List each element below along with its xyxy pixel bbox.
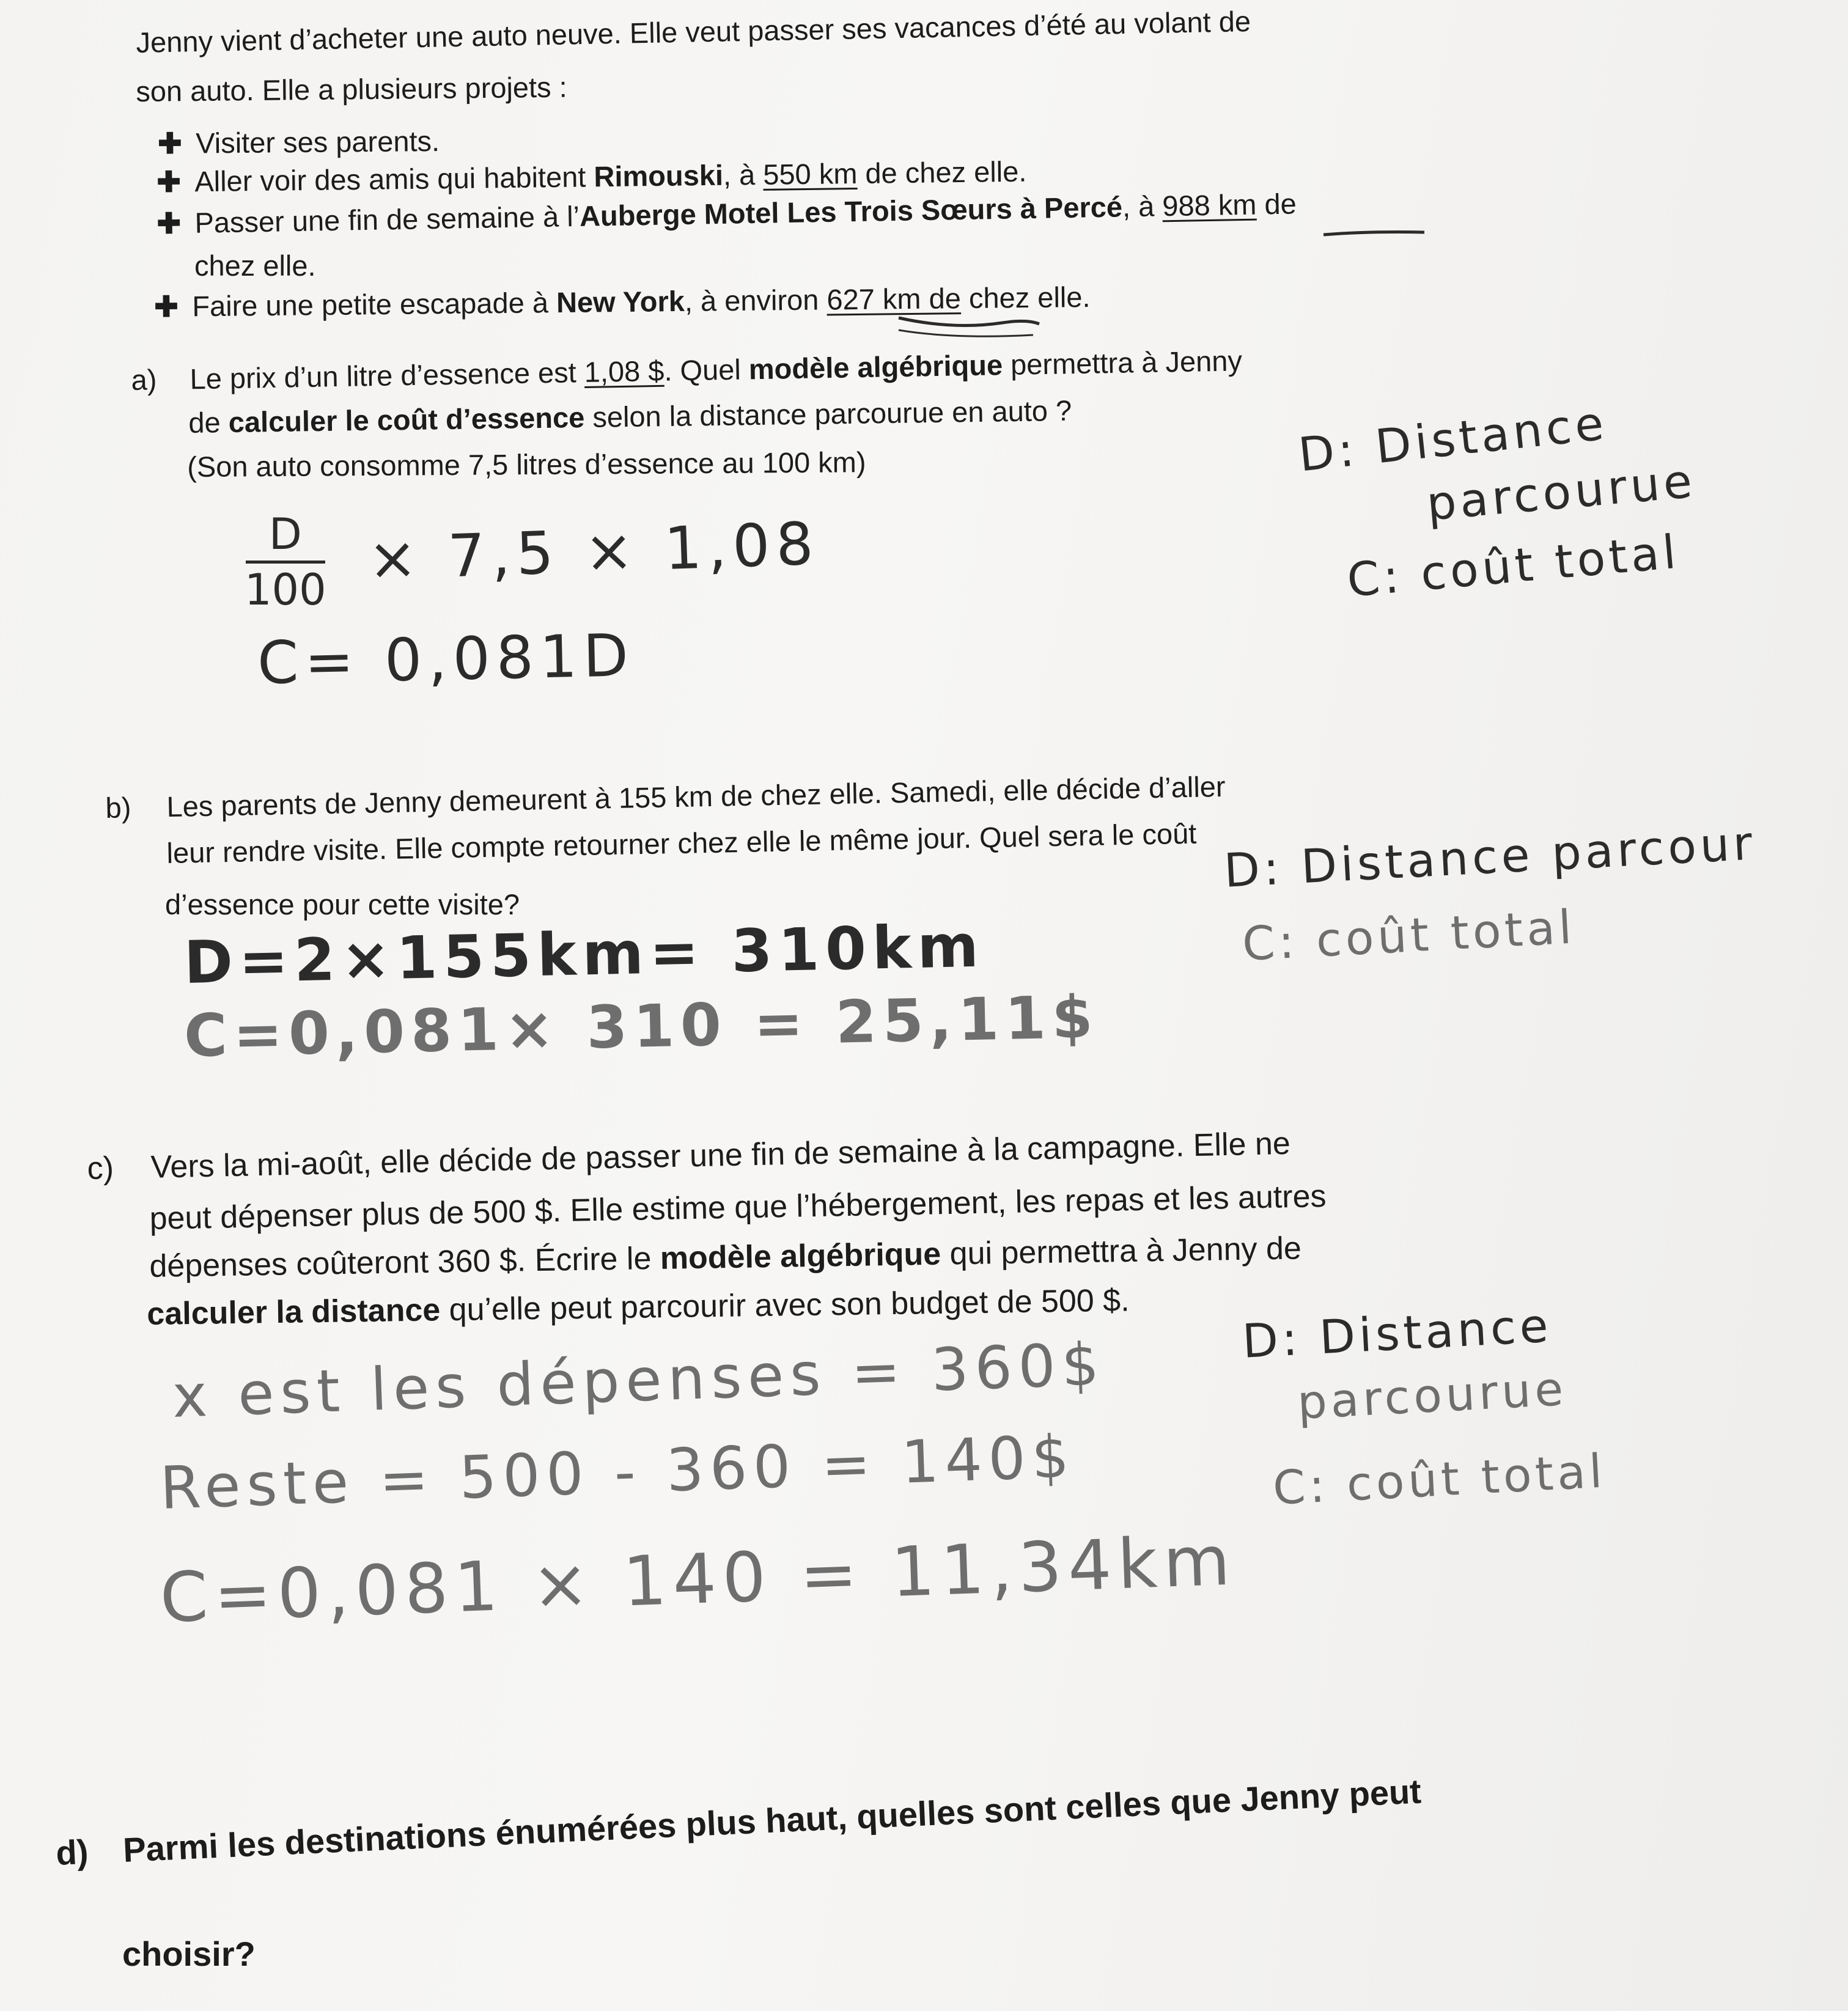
answer-a-model: C= 0,081D <box>256 621 635 697</box>
bullet-icon: ✚ <box>156 165 182 198</box>
question-c-line-3: dépenses coûteront 360 $. Écrire le modèle algébrique qui permettra à Jenny de <box>149 1230 1302 1284</box>
answer-a-fraction: D 100 <box>245 509 326 615</box>
question-a-line-2: de calculer le coût d’essence selon la distance parcourue en auto ? <box>188 394 1072 439</box>
answer-c-remaining: Reste = 500 - 360 = 140$ <box>158 1422 1077 1523</box>
question-b-line-2: leur rendre visite. Elle compte retourner chez elle le même jour. Quel sera le coût <box>166 817 1197 869</box>
question-c-label: c) <box>87 1150 114 1186</box>
answer-a-legend-d: D: Distance <box>1296 395 1610 482</box>
project-item-rimouski: ✚ Aller voir des amis qui habitent Rimouski, à 550 km de chez elle. <box>156 152 1027 202</box>
question-d-line-1: d) Parmi les destinations énumérées plus haut, quelles sont celles que Jenny peut <box>55 1771 1423 1872</box>
answer-a-legend-d-cont: parcourue <box>1424 453 1698 531</box>
intro-line-2: son auto. Elle a plusieurs projets : <box>136 70 567 108</box>
question-a-label: a) <box>131 363 157 396</box>
answer-c-expenses: x est les dépenses = 360$ <box>171 1329 1106 1431</box>
bullet-icon: ✚ <box>156 207 182 240</box>
question-c-line-4: calculer la distance qu’elle peut parcourir avec son budget de 500 $. <box>147 1282 1130 1332</box>
question-a-line-3: (Son auto consomme 7,5 litres d’essence au 100 km) <box>187 446 866 483</box>
question-a-line-1: a) Le prix d’un litre d’essence est 1,08 $. Quel modèle algébrique permettra à Jenny <box>131 341 1242 400</box>
answer-c-distance: C=0,081 × 140 = 11,34km <box>158 1521 1238 1638</box>
project-item-parents: ✚ Visiter ses parents. <box>158 122 440 163</box>
question-c-line-1: c) Vers la mi-août, elle décide de passer une fin de semaine à la campagne. Elle ne <box>87 1124 1290 1188</box>
answer-b-cost: C=0,081× 310 = 25,11$ <box>183 982 1100 1070</box>
question-d-line-2: choisir? <box>122 1935 256 1973</box>
answer-b-legend-d: D: Distance parcour <box>1223 815 1758 898</box>
intro-line-1: Jenny vient d’acheter une auto neuve. Elle veut passer ses vacances d’été au volant de <box>136 4 1251 59</box>
question-b-line-3: d’essence pour cette visite? <box>165 888 520 921</box>
answer-a-formula: × 7,5 × 1,08 <box>366 509 821 594</box>
answer-b-legend-c: C: coût total <box>1241 899 1577 971</box>
project-item-newyork: ✚ Faire une petite escapade à New York, à environ 627 km de chez elle. <box>154 278 1091 326</box>
answer-c-legend-c: C: coût total <box>1272 1443 1607 1515</box>
answer-b-distance: D=2×155km= 310km <box>183 911 985 997</box>
answer-a-legend-c: C: coût total <box>1345 524 1682 608</box>
question-d-label: d) <box>55 1832 89 1872</box>
project-item-perce-cont: chez elle. <box>194 249 316 282</box>
project-item-perce: ✚ Passer une fin de semaine à l’Auberge Motel Les Trois Sœurs à Percé, à 988 km de <box>156 184 1297 243</box>
bullet-icon: ✚ <box>158 127 182 160</box>
question-b-label: b) <box>105 791 131 824</box>
answer-c-legend-d: D: Distance <box>1241 1298 1553 1369</box>
question-c-line-2: peut dépenser plus de 500 $. Elle estime que l’hébergement, les repas et les autres <box>149 1178 1327 1237</box>
question-b-line-1: b) Les parents de Jenny demeurent à 155 km de chez elle. Samedi, elle décide d’aller <box>105 767 1226 828</box>
bullet-icon: ✚ <box>154 290 179 323</box>
answer-c-legend-d-cont: parcourue <box>1296 1361 1569 1430</box>
